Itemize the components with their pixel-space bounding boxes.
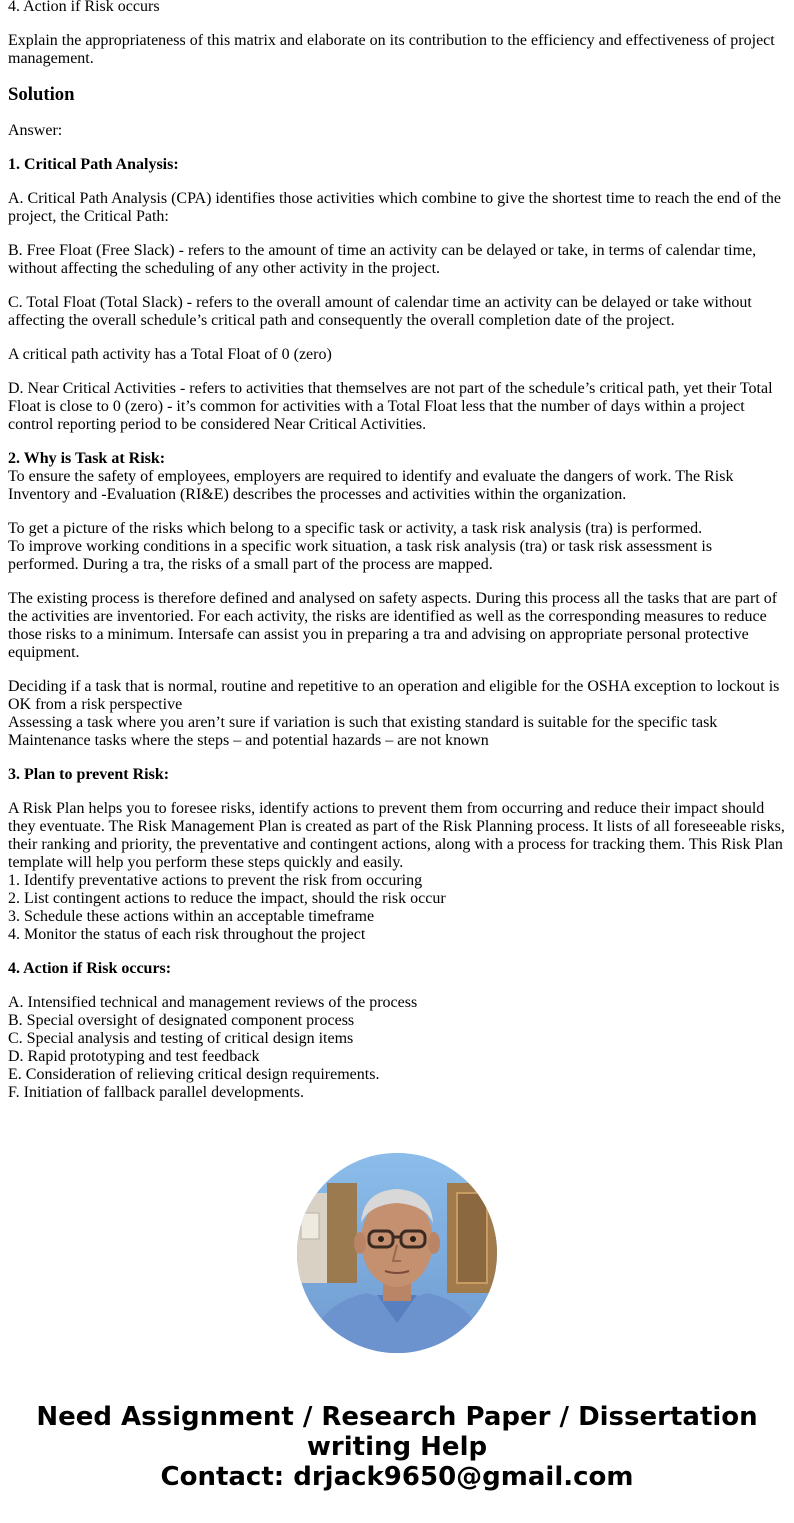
footer-contact xyxy=(0,1402,794,1492)
section2-p4a: Deciding if a task that is normal, routine and repetitive to an operation and eligible for the OSHA exception to lockout is OK from a risk perspective xyxy=(8,678,780,713)
section2-p4c: Maintenance tasks where the steps – and potential hazards – are not known xyxy=(8,732,489,749)
section4-title: 4. Action if Risk occurs: xyxy=(8,960,172,977)
section2-block4 xyxy=(8,678,786,750)
section3-intro: A Risk Plan helps you to foresee risks, identify actions to prevent them from occurring and reduce their impact should they eventuate. The Risk Management Plan is created as part of the Risk Planning process. It lists of all foreseeable risks, their ranking and priority, the preventative and contingent actions, along with a process for tracking them. This Risk Plan template will help you perform these steps quickly and easily. xyxy=(8,800,785,871)
section2-p2b: To improve working conditions in a specific work situation, a task risk analysis (tra) or task risk assessment is performed. During a tra, the risks of a small part of the process are mapped. xyxy=(8,538,713,573)
section2-p1: To ensure the safety of employees, employers are required to identify and evaluate the dangers of work. The Risk Inventory and -Evaluation (RI&E) describes the processes and activities within the organization. xyxy=(8,468,734,503)
section4-item: A. Intensified technical and management reviews of the process xyxy=(8,994,418,1011)
section3-item: 2. List contingent actions to reduce the impact, should the risk occur xyxy=(8,890,446,907)
section1-d: D. Near Critical Activities - refers to activities that themselves are not part of the schedule’s critical path, yet their Total Float is close to 0 (zero) - it’s common for activities with a Total Float less that the number of days within a project control reporting period to be considered Near Critical Activities. xyxy=(8,380,773,433)
section2-p2a: To get a picture of the risks which belong to a specific task or activity, a task risk analysis (tra) is performed. xyxy=(8,520,703,537)
section1-c: C. Total Float (Total Slack) - refers to the overall amount of calendar time an activity can be delayed or take without affecting the overall schedule’s critical path and consequently the overall completion date of the project. xyxy=(8,294,752,329)
solution-heading: Solution xyxy=(8,84,75,105)
section4-item: C. Special analysis and testing of critical design items xyxy=(8,1030,354,1047)
section3-item: 3. Schedule these actions within an acceptable timeframe xyxy=(8,908,375,925)
question-tail-item: 4. Action if Risk occurs xyxy=(8,0,160,15)
section4-item: D. Rapid prototyping and test feedback xyxy=(8,1048,260,1065)
section2-p4b: Assessing a task where you aren’t sure if variation is such that existing standard is suitable for the specific task xyxy=(8,714,718,731)
answer-label: Answer: xyxy=(8,122,63,139)
section4-list xyxy=(8,994,786,1102)
footer-help-text: Need Assignment / Research Paper / Dissertation writing Help xyxy=(36,1402,758,1462)
author-avatar xyxy=(297,1153,497,1353)
section2-p3: The existing process is therefore defined and analysed on safety aspects. During this process all the tasks that are part of the activities are inventoried. For each activity, the risks are identified as well as the corresponding measures to reduce those risks to a minimum. Intersafe can assist you in preparing a tra and advising on appropriate personal protective equipment. xyxy=(8,590,778,661)
footer-contact-email: Contact: drjack9650@gmail.com xyxy=(160,1462,634,1492)
section2-block1 xyxy=(8,450,786,504)
section1-title: 1. Critical Path Analysis: xyxy=(8,156,179,173)
section3-item: 4. Monitor the status of each risk throughout the project xyxy=(8,926,366,943)
question-instruction: Explain the appropriateness of this matrix and elaborate on its contribution to the efficiency and effectiveness of project management. xyxy=(8,32,775,67)
section4-item: B. Special oversight of designated component process xyxy=(8,1012,355,1029)
section1-note: A critical path activity has a Total Float of 0 (zero) xyxy=(8,346,332,363)
section3-item: 1. Identify preventative actions to prevent the risk from occuring xyxy=(8,872,423,889)
section4-item: F. Initiation of fallback parallel developments. xyxy=(8,1084,304,1101)
section1-a: A. Critical Path Analysis (CPA) identifies those activities which combine to give the shortest time to reach the end of the project, the Critical Path: xyxy=(8,190,782,225)
section1-b: B. Free Float (Free Slack) - refers to the amount of time an activity can be delayed or take, in terms of calendar time, without affecting the scheduling of any other activity in the project. xyxy=(8,242,757,277)
section2-block2 xyxy=(8,520,786,574)
author-photo xyxy=(297,1153,497,1353)
document-body xyxy=(8,0,786,1118)
section4-item: E. Consideration of relieving critical design requirements. xyxy=(8,1066,380,1083)
section3-block xyxy=(8,800,786,944)
section3-title: 3. Plan to prevent Risk: xyxy=(8,766,170,783)
section2-title: 2. Why is Task at Risk: xyxy=(8,450,166,467)
